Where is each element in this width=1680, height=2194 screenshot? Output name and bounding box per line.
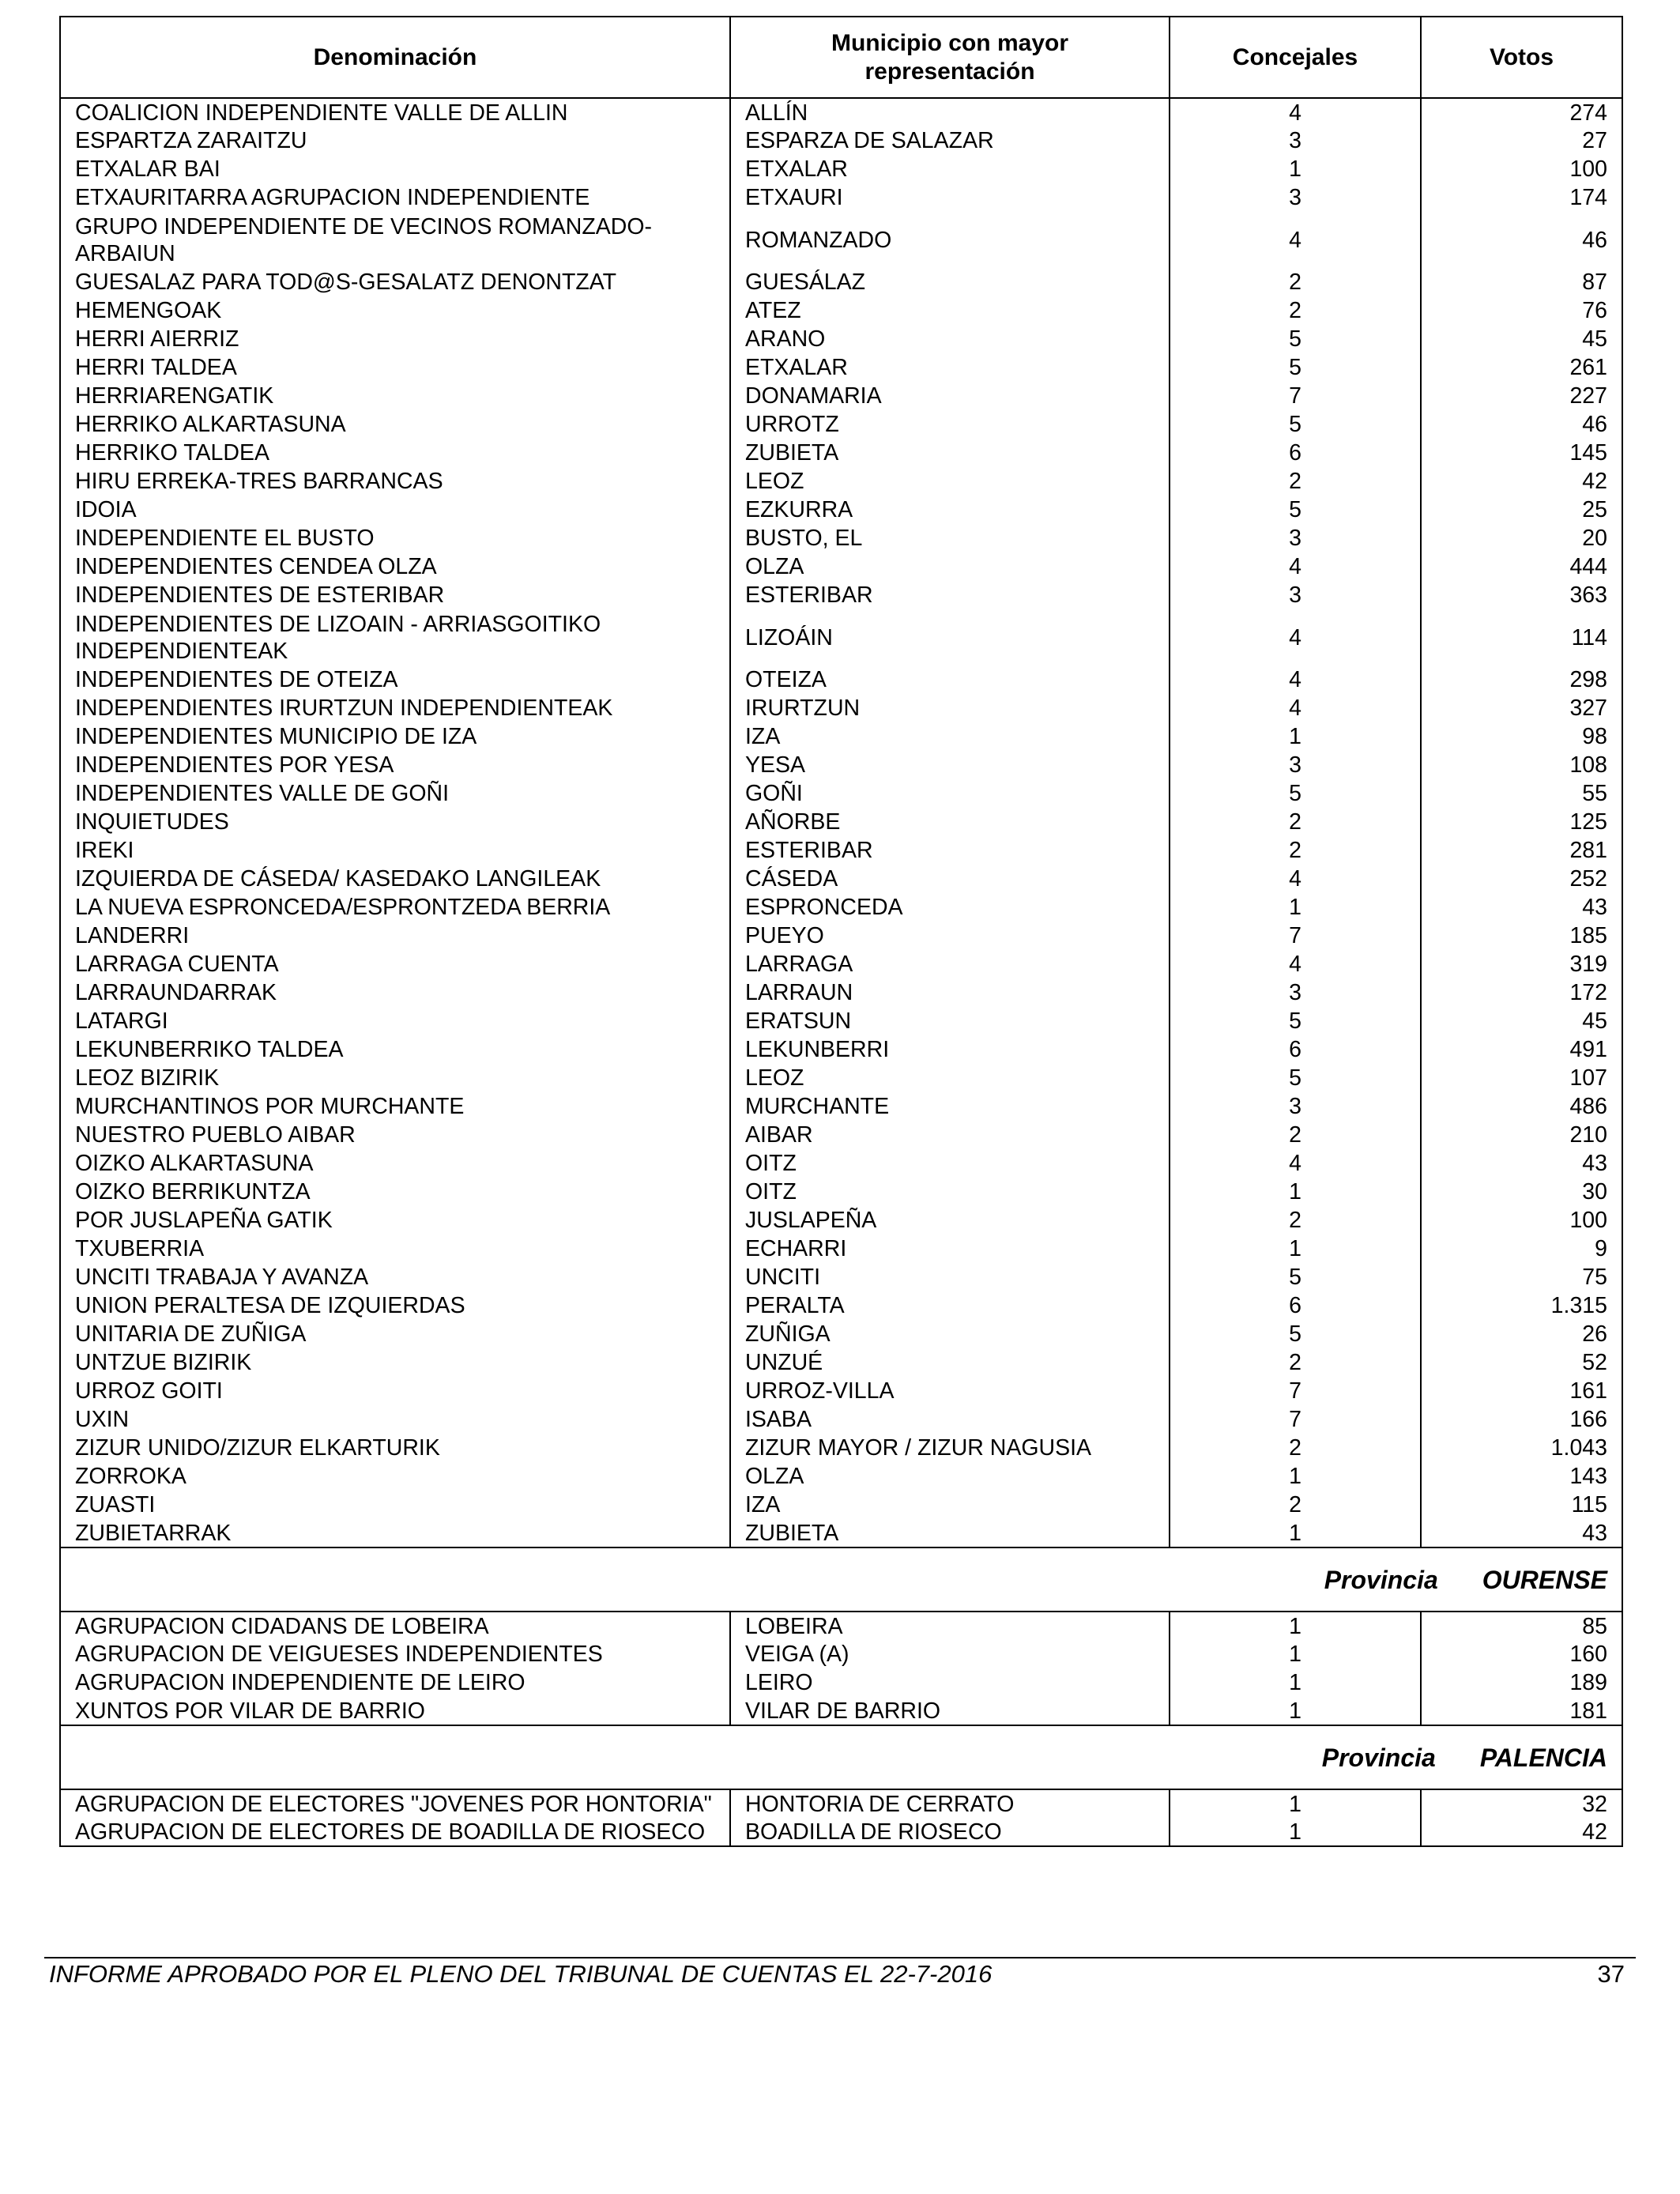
cell-denominacion: AGRUPACION INDEPENDIENTE DE LEIRO bbox=[60, 1668, 730, 1697]
cell-denominacion: HERRIKO TALDEA bbox=[60, 439, 730, 467]
cell-municipio: ARANO bbox=[730, 325, 1170, 353]
cell-votos: 100 bbox=[1421, 155, 1622, 183]
cell-denominacion: UNTZUE BIZIRIK bbox=[60, 1348, 730, 1377]
cell-denominacion: ZIZUR UNIDO/ZIZUR ELKARTURIK bbox=[60, 1434, 730, 1462]
cell-votos: 145 bbox=[1421, 439, 1622, 467]
cell-concejales: 3 bbox=[1170, 978, 1421, 1007]
cell-votos: 143 bbox=[1421, 1462, 1622, 1491]
table-row bbox=[60, 950, 1622, 978]
table-row bbox=[60, 552, 1622, 581]
table-row bbox=[60, 1668, 1622, 1697]
cell-concejales: 5 bbox=[1170, 779, 1421, 808]
table-row bbox=[60, 1121, 1622, 1149]
cell-concejales: 6 bbox=[1170, 439, 1421, 467]
table-body bbox=[60, 98, 1622, 1846]
table-row bbox=[60, 1149, 1622, 1178]
cell-denominacion: AGRUPACION DE ELECTORES DE BOADILLA DE RIOSECO bbox=[60, 1818, 730, 1846]
table-row bbox=[60, 665, 1622, 694]
cell-municipio: LARRAGA bbox=[730, 950, 1170, 978]
table-row bbox=[60, 98, 1622, 126]
table-row bbox=[60, 325, 1622, 353]
cell-municipio: AÑORBE bbox=[730, 808, 1170, 836]
cell-votos: 100 bbox=[1421, 1206, 1622, 1235]
table-row bbox=[60, 382, 1622, 410]
cell-concejales: 1 bbox=[1170, 155, 1421, 183]
cell-denominacion: INDEPENDIENTES DE LIZOAIN - ARRIASGOITIKO INDEPENDIENTEAK bbox=[60, 609, 730, 665]
cell-municipio: ECHARRI bbox=[730, 1235, 1170, 1263]
cell-votos: 115 bbox=[1421, 1491, 1622, 1519]
cell-municipio: LEKUNBERRI bbox=[730, 1035, 1170, 1064]
cell-municipio: ETXALAR bbox=[730, 353, 1170, 382]
cell-denominacion: LEOZ BIZIRIK bbox=[60, 1064, 730, 1092]
cell-municipio: YESA bbox=[730, 751, 1170, 779]
footer-text: INFORME APROBADO POR EL PLENO DEL TRIBUNAL DE CUENTAS EL 22-7-2016 bbox=[49, 1960, 993, 1988]
cell-municipio: ERATSUN bbox=[730, 1007, 1170, 1035]
table-row bbox=[60, 268, 1622, 296]
cell-votos: 274 bbox=[1421, 98, 1622, 126]
cell-votos: 298 bbox=[1421, 665, 1622, 694]
cell-municipio: MURCHANTE bbox=[730, 1092, 1170, 1121]
table-row bbox=[60, 609, 1622, 665]
page-number: 37 bbox=[1597, 1960, 1625, 1988]
cell-denominacion: GUESALAZ PARA TOD@S-GESALATZ DENONTZAT bbox=[60, 268, 730, 296]
cell-concejales: 4 bbox=[1170, 1149, 1421, 1178]
cell-votos: 30 bbox=[1421, 1178, 1622, 1206]
table-row bbox=[60, 751, 1622, 779]
cell-municipio: LARRAUN bbox=[730, 978, 1170, 1007]
cell-municipio: GOÑI bbox=[730, 779, 1170, 808]
cell-votos: 52 bbox=[1421, 1348, 1622, 1377]
cell-concejales: 1 bbox=[1170, 1697, 1421, 1725]
table-row bbox=[60, 1348, 1622, 1377]
cell-concejales: 5 bbox=[1170, 410, 1421, 439]
cell-concejales: 2 bbox=[1170, 296, 1421, 325]
cell-denominacion: INDEPENDIENTES VALLE DE GOÑI bbox=[60, 779, 730, 808]
table-row bbox=[60, 296, 1622, 325]
cell-municipio: ROMANZADO bbox=[730, 212, 1170, 268]
cell-votos: 160 bbox=[1421, 1640, 1622, 1668]
cell-denominacion: INDEPENDIENTES DE OTEIZA bbox=[60, 665, 730, 694]
cell-municipio: ESTERIBAR bbox=[730, 836, 1170, 865]
cell-votos: 55 bbox=[1421, 779, 1622, 808]
cell-denominacion: LARRAGA CUENTA bbox=[60, 950, 730, 978]
cell-municipio: GUESÁLAZ bbox=[730, 268, 1170, 296]
cell-municipio: VILAR DE BARRIO bbox=[730, 1697, 1170, 1725]
table-row bbox=[60, 836, 1622, 865]
cell-denominacion: INDEPENDIENTES CENDEA OLZA bbox=[60, 552, 730, 581]
cell-municipio: OTEIZA bbox=[730, 665, 1170, 694]
cell-denominacion: INDEPENDIENTES POR YESA bbox=[60, 751, 730, 779]
cell-votos: 76 bbox=[1421, 296, 1622, 325]
header-municipio: Municipio con mayor representación bbox=[730, 17, 1170, 98]
cell-denominacion: INQUIETUDES bbox=[60, 808, 730, 836]
table-row bbox=[60, 1789, 1622, 1818]
header-votos: Votos bbox=[1421, 17, 1622, 98]
cell-denominacion: MURCHANTINOS POR MURCHANTE bbox=[60, 1092, 730, 1121]
cell-votos: 27 bbox=[1421, 126, 1622, 155]
cell-municipio: UNZUÉ bbox=[730, 1348, 1170, 1377]
cell-denominacion: HERRIKO ALKARTASUNA bbox=[60, 410, 730, 439]
cell-denominacion: HERRI AIERRIZ bbox=[60, 325, 730, 353]
table-row bbox=[60, 1434, 1622, 1462]
cell-votos: 43 bbox=[1421, 893, 1622, 922]
cell-votos: 491 bbox=[1421, 1035, 1622, 1064]
cell-municipio: BUSTO, EL bbox=[730, 524, 1170, 552]
cell-municipio: LOBEIRA bbox=[730, 1612, 1170, 1640]
cell-votos: 189 bbox=[1421, 1668, 1622, 1697]
cell-denominacion: IDOIA bbox=[60, 496, 730, 524]
cell-municipio: URROZ-VILLA bbox=[730, 1377, 1170, 1405]
table-header-row bbox=[60, 17, 1622, 98]
cell-votos: 114 bbox=[1421, 609, 1622, 665]
cell-denominacion: OIZKO ALKARTASUNA bbox=[60, 1149, 730, 1178]
cell-concejales: 1 bbox=[1170, 1612, 1421, 1640]
province-label: Provincia bbox=[1321, 1743, 1436, 1772]
cell-concejales: 3 bbox=[1170, 183, 1421, 212]
table-row bbox=[60, 808, 1622, 836]
cell-votos: 327 bbox=[1421, 694, 1622, 722]
results-table bbox=[59, 16, 1623, 1847]
table-row bbox=[60, 1697, 1622, 1725]
cell-municipio: BOADILLA DE RIOSECO bbox=[730, 1818, 1170, 1846]
cell-denominacion: HERRIARENGATIK bbox=[60, 382, 730, 410]
cell-concejales: 3 bbox=[1170, 751, 1421, 779]
table-row bbox=[60, 353, 1622, 382]
table-row bbox=[60, 1491, 1622, 1519]
table-row bbox=[60, 1405, 1622, 1434]
cell-votos: 363 bbox=[1421, 581, 1622, 609]
cell-denominacion: UNITARIA DE ZUÑIGA bbox=[60, 1320, 730, 1348]
cell-concejales: 2 bbox=[1170, 467, 1421, 496]
cell-denominacion: LATARGI bbox=[60, 1007, 730, 1035]
cell-votos: 172 bbox=[1421, 978, 1622, 1007]
cell-denominacion: ESPARTZA ZARAITZU bbox=[60, 126, 730, 155]
header-concejales: Concejales bbox=[1170, 17, 1421, 98]
cell-concejales: 1 bbox=[1170, 1462, 1421, 1491]
table-row bbox=[60, 126, 1622, 155]
cell-votos: 185 bbox=[1421, 922, 1622, 950]
cell-municipio: PERALTA bbox=[730, 1291, 1170, 1320]
cell-municipio: LEIRO bbox=[730, 1668, 1170, 1697]
cell-denominacion: ZUBIETARRAK bbox=[60, 1519, 730, 1547]
cell-municipio: LEOZ bbox=[730, 467, 1170, 496]
cell-concejales: 2 bbox=[1170, 836, 1421, 865]
cell-denominacion: INDEPENDIENTES IRURTZUN INDEPENDIENTEAK bbox=[60, 694, 730, 722]
cell-votos: 43 bbox=[1421, 1519, 1622, 1547]
cell-concejales: 1 bbox=[1170, 1178, 1421, 1206]
cell-municipio: ETXAURI bbox=[730, 183, 1170, 212]
cell-concejales: 3 bbox=[1170, 126, 1421, 155]
cell-denominacion: IREKI bbox=[60, 836, 730, 865]
cell-votos: 174 bbox=[1421, 183, 1622, 212]
cell-municipio: HONTORIA DE CERRATO bbox=[730, 1789, 1170, 1818]
cell-votos: 87 bbox=[1421, 268, 1622, 296]
cell-votos: 252 bbox=[1421, 865, 1622, 893]
cell-denominacion: LARRAUNDARRAK bbox=[60, 978, 730, 1007]
cell-municipio: OLZA bbox=[730, 552, 1170, 581]
cell-municipio: LEOZ bbox=[730, 1064, 1170, 1092]
header-denominacion: Denominación bbox=[60, 17, 730, 98]
cell-concejales: 2 bbox=[1170, 1121, 1421, 1149]
cell-denominacion: GRUPO INDEPENDIENTE DE VECINOS ROMANZADO-ARBAIUN bbox=[60, 212, 730, 268]
cell-concejales: 6 bbox=[1170, 1291, 1421, 1320]
cell-denominacion: POR JUSLAPEÑA GATIK bbox=[60, 1206, 730, 1235]
cell-municipio: DONAMARIA bbox=[730, 382, 1170, 410]
cell-concejales: 5 bbox=[1170, 325, 1421, 353]
cell-votos: 43 bbox=[1421, 1149, 1622, 1178]
cell-concejales: 1 bbox=[1170, 1235, 1421, 1263]
cell-concejales: 5 bbox=[1170, 1263, 1421, 1291]
cell-municipio: OITZ bbox=[730, 1149, 1170, 1178]
cell-denominacion: HEMENGOAK bbox=[60, 296, 730, 325]
cell-concejales: 2 bbox=[1170, 1434, 1421, 1462]
table-row bbox=[60, 1263, 1622, 1291]
cell-concejales: 5 bbox=[1170, 353, 1421, 382]
cell-municipio: JUSLAPEÑA bbox=[730, 1206, 1170, 1235]
cell-denominacion: HIRU ERREKA-TRES BARRANCAS bbox=[60, 467, 730, 496]
cell-concejales: 5 bbox=[1170, 496, 1421, 524]
cell-municipio: CÁSEDA bbox=[730, 865, 1170, 893]
table-row bbox=[60, 1462, 1622, 1491]
cell-denominacion: AGRUPACION DE ELECTORES "JOVENES POR HONTORIA" bbox=[60, 1789, 730, 1818]
cell-municipio: URROTZ bbox=[730, 410, 1170, 439]
cell-municipio: UNCITI bbox=[730, 1263, 1170, 1291]
cell-municipio: ESPRONCEDA bbox=[730, 893, 1170, 922]
table-row bbox=[60, 1320, 1622, 1348]
cell-denominacion: INDEPENDIENTE EL BUSTO bbox=[60, 524, 730, 552]
table-row bbox=[60, 1235, 1622, 1263]
province-header-row bbox=[60, 1725, 1622, 1789]
cell-denominacion: INDEPENDIENTES MUNICIPIO DE IZA bbox=[60, 722, 730, 751]
cell-votos: 166 bbox=[1421, 1405, 1622, 1434]
table-row bbox=[60, 694, 1622, 722]
cell-votos: 281 bbox=[1421, 836, 1622, 865]
cell-municipio: ESTERIBAR bbox=[730, 581, 1170, 609]
table-row bbox=[60, 922, 1622, 950]
cell-votos: 75 bbox=[1421, 1263, 1622, 1291]
cell-municipio: ZIZUR MAYOR / ZIZUR NAGUSIA bbox=[730, 1434, 1170, 1462]
cell-concejales: 7 bbox=[1170, 922, 1421, 950]
table-row bbox=[60, 779, 1622, 808]
cell-municipio: ALLÍN bbox=[730, 98, 1170, 126]
cell-municipio: VEIGA (A) bbox=[730, 1640, 1170, 1668]
cell-concejales: 1 bbox=[1170, 1640, 1421, 1668]
cell-votos: 227 bbox=[1421, 382, 1622, 410]
cell-votos: 46 bbox=[1421, 212, 1622, 268]
cell-concejales: 1 bbox=[1170, 1519, 1421, 1547]
cell-denominacion: XUNTOS POR VILAR DE BARRIO bbox=[60, 1697, 730, 1725]
table-row bbox=[60, 1291, 1622, 1320]
cell-municipio: AIBAR bbox=[730, 1121, 1170, 1149]
cell-denominacion: ZORROKA bbox=[60, 1462, 730, 1491]
cell-concejales: 5 bbox=[1170, 1007, 1421, 1035]
cell-concejales: 4 bbox=[1170, 865, 1421, 893]
cell-votos: 1.043 bbox=[1421, 1434, 1622, 1462]
province-label: Provincia bbox=[1324, 1565, 1438, 1594]
cell-votos: 161 bbox=[1421, 1377, 1622, 1405]
cell-denominacion: HERRI TALDEA bbox=[60, 353, 730, 382]
cell-concejales: 3 bbox=[1170, 1092, 1421, 1121]
cell-concejales: 2 bbox=[1170, 1206, 1421, 1235]
province-name: OURENSE bbox=[1482, 1565, 1607, 1594]
cell-votos: 9 bbox=[1421, 1235, 1622, 1263]
cell-concejales: 4 bbox=[1170, 950, 1421, 978]
cell-concejales: 2 bbox=[1170, 1348, 1421, 1377]
cell-votos: 444 bbox=[1421, 552, 1622, 581]
cell-denominacion: LEKUNBERRIKO TALDEA bbox=[60, 1035, 730, 1064]
table-row bbox=[60, 1007, 1622, 1035]
cell-votos: 1.315 bbox=[1421, 1291, 1622, 1320]
table-row bbox=[60, 978, 1622, 1007]
cell-votos: 26 bbox=[1421, 1320, 1622, 1348]
cell-municipio: OLZA bbox=[730, 1462, 1170, 1491]
table-row bbox=[60, 496, 1622, 524]
cell-votos: 125 bbox=[1421, 808, 1622, 836]
table-row bbox=[60, 581, 1622, 609]
table-row bbox=[60, 1640, 1622, 1668]
table-row bbox=[60, 155, 1622, 183]
cell-municipio: IRURTZUN bbox=[730, 694, 1170, 722]
cell-municipio: ZUBIETA bbox=[730, 439, 1170, 467]
cell-concejales: 6 bbox=[1170, 1035, 1421, 1064]
cell-municipio: PUEYO bbox=[730, 922, 1170, 950]
cell-municipio: ESPARZA DE SALAZAR bbox=[730, 126, 1170, 155]
cell-denominacion: NUESTRO PUEBLO AIBAR bbox=[60, 1121, 730, 1149]
cell-denominacion: ZUASTI bbox=[60, 1491, 730, 1519]
cell-votos: 45 bbox=[1421, 1007, 1622, 1035]
cell-concejales: 7 bbox=[1170, 1377, 1421, 1405]
cell-concejales: 2 bbox=[1170, 808, 1421, 836]
province-name: PALENCIA bbox=[1479, 1743, 1607, 1772]
cell-concejales: 1 bbox=[1170, 1789, 1421, 1818]
cell-denominacion: ETXALAR BAI bbox=[60, 155, 730, 183]
cell-concejales: 1 bbox=[1170, 1668, 1421, 1697]
cell-votos: 98 bbox=[1421, 722, 1622, 751]
cell-votos: 108 bbox=[1421, 751, 1622, 779]
table-row bbox=[60, 1519, 1622, 1547]
table-row bbox=[60, 1035, 1622, 1064]
cell-votos: 45 bbox=[1421, 325, 1622, 353]
cell-concejales: 4 bbox=[1170, 694, 1421, 722]
cell-votos: 181 bbox=[1421, 1697, 1622, 1725]
table-row bbox=[60, 865, 1622, 893]
cell-votos: 85 bbox=[1421, 1612, 1622, 1640]
cell-denominacion: ETXAURITARRA AGRUPACION INDEPENDIENTE bbox=[60, 183, 730, 212]
cell-votos: 261 bbox=[1421, 353, 1622, 382]
cell-votos: 32 bbox=[1421, 1789, 1622, 1818]
cell-votos: 210 bbox=[1421, 1121, 1622, 1149]
cell-concejales: 1 bbox=[1170, 722, 1421, 751]
cell-denominacion: COALICION INDEPENDIENTE VALLE DE ALLIN bbox=[60, 98, 730, 126]
table-row bbox=[60, 722, 1622, 751]
cell-concejales: 4 bbox=[1170, 98, 1421, 126]
cell-concejales: 3 bbox=[1170, 524, 1421, 552]
table-row bbox=[60, 1818, 1622, 1846]
province-header-row bbox=[60, 1547, 1622, 1612]
cell-concejales: 7 bbox=[1170, 1405, 1421, 1434]
cell-municipio: EZKURRA bbox=[730, 496, 1170, 524]
cell-votos: 486 bbox=[1421, 1092, 1622, 1121]
cell-denominacion: LANDERRI bbox=[60, 922, 730, 950]
table-row bbox=[60, 893, 1622, 922]
cell-municipio: IZA bbox=[730, 722, 1170, 751]
table-row bbox=[60, 1206, 1622, 1235]
cell-concejales: 1 bbox=[1170, 1818, 1421, 1846]
table-row bbox=[60, 439, 1622, 467]
cell-votos: 42 bbox=[1421, 1818, 1622, 1846]
cell-municipio: ZUÑIGA bbox=[730, 1320, 1170, 1348]
cell-votos: 20 bbox=[1421, 524, 1622, 552]
cell-votos: 42 bbox=[1421, 467, 1622, 496]
table-row bbox=[60, 1612, 1622, 1640]
cell-municipio: ISABA bbox=[730, 1405, 1170, 1434]
cell-votos: 25 bbox=[1421, 496, 1622, 524]
cell-concejales: 1 bbox=[1170, 893, 1421, 922]
cell-municipio: IZA bbox=[730, 1491, 1170, 1519]
cell-concejales: 2 bbox=[1170, 268, 1421, 296]
cell-votos: 107 bbox=[1421, 1064, 1622, 1092]
cell-concejales: 7 bbox=[1170, 382, 1421, 410]
cell-denominacion: INDEPENDIENTES DE ESTERIBAR bbox=[60, 581, 730, 609]
table-row bbox=[60, 524, 1622, 552]
cell-municipio: ATEZ bbox=[730, 296, 1170, 325]
cell-concejales: 4 bbox=[1170, 552, 1421, 581]
cell-concejales: 5 bbox=[1170, 1064, 1421, 1092]
cell-denominacion: AGRUPACION CIDADANS DE LOBEIRA bbox=[60, 1612, 730, 1640]
cell-denominacion: UNCITI TRABAJA Y AVANZA bbox=[60, 1263, 730, 1291]
table-row bbox=[60, 1377, 1622, 1405]
table-row bbox=[60, 183, 1622, 212]
province-cell bbox=[60, 1547, 1622, 1612]
cell-denominacion: UXIN bbox=[60, 1405, 730, 1434]
table-row bbox=[60, 1064, 1622, 1092]
cell-concejales: 2 bbox=[1170, 1491, 1421, 1519]
cell-municipio: ETXALAR bbox=[730, 155, 1170, 183]
table-row bbox=[60, 467, 1622, 496]
cell-votos: 46 bbox=[1421, 410, 1622, 439]
cell-denominacion: OIZKO BERRIKUNTZA bbox=[60, 1178, 730, 1206]
cell-denominacion: LA NUEVA ESPRONCEDA/ESPRONTZEDA BERRIA bbox=[60, 893, 730, 922]
cell-municipio: ZUBIETA bbox=[730, 1519, 1170, 1547]
cell-denominacion: URROZ GOITI bbox=[60, 1377, 730, 1405]
cell-municipio: LIZOÁIN bbox=[730, 609, 1170, 665]
cell-concejales: 3 bbox=[1170, 581, 1421, 609]
cell-municipio: OITZ bbox=[730, 1178, 1170, 1206]
cell-concejales: 4 bbox=[1170, 212, 1421, 268]
province-cell bbox=[60, 1725, 1622, 1789]
cell-concejales: 4 bbox=[1170, 665, 1421, 694]
table-row bbox=[60, 1178, 1622, 1206]
table-row bbox=[60, 212, 1622, 268]
cell-concejales: 5 bbox=[1170, 1320, 1421, 1348]
table-row bbox=[60, 1092, 1622, 1121]
table-row bbox=[60, 410, 1622, 439]
cell-denominacion: UNION PERALTESA DE IZQUIERDAS bbox=[60, 1291, 730, 1320]
cell-votos: 319 bbox=[1421, 950, 1622, 978]
cell-denominacion: IZQUIERDA DE CÁSEDA/ KASEDAKO LANGILEAK bbox=[60, 865, 730, 893]
cell-concejales: 4 bbox=[1170, 609, 1421, 665]
cell-denominacion: AGRUPACION DE VEIGUESES INDEPENDIENTES bbox=[60, 1640, 730, 1668]
cell-denominacion: TXUBERRIA bbox=[60, 1235, 730, 1263]
